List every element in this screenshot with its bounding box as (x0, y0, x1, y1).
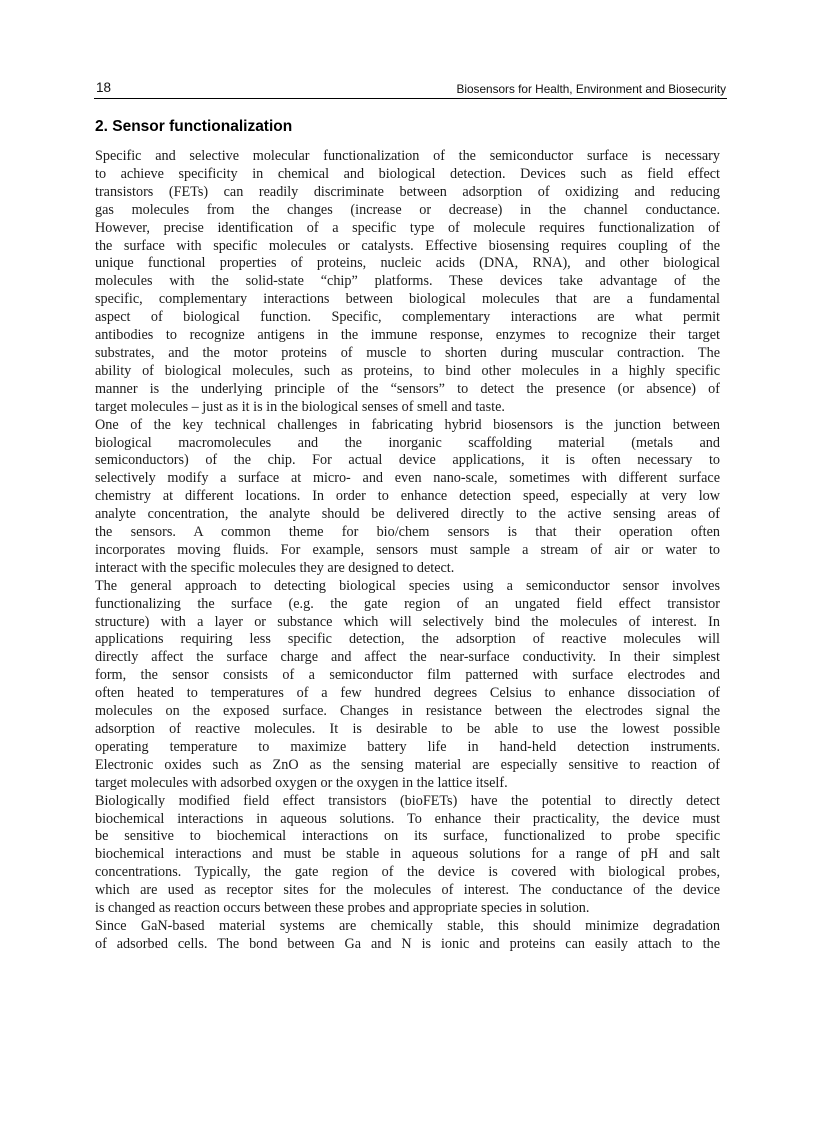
text-line: of adsorbed cells. The bond between Ga and N is ionic and proteins can easily attach to the (95, 935, 720, 952)
text-line: biochemical interactions in aqueous solutions. To enhance their practicality, the device must (95, 810, 720, 827)
paragraph (95, 918, 720, 954)
text-line: functionalizing the surface (e.g. the gate region of an ungated field effect transistor (95, 595, 720, 612)
text-line: specific, complementary interactions between biological molecules that are a fundamental (95, 291, 720, 308)
text-line: be sensitive to biochemical interactions on its surface, functionalized to probe specific (95, 828, 720, 845)
text-line: selectively modify a surface at micro- and even nano-scale, sometimes with different surface (95, 470, 720, 487)
text-line: operating temperature to maximize battery life in hand-held detection instruments. (95, 738, 720, 755)
text-line: Specific and selective molecular functionalization of the semiconductor surface is necessary (95, 148, 720, 164)
body-text (95, 148, 720, 954)
text-line: Biologically modified field effect transistors (bioFETs) have the potential to directly detect (95, 792, 720, 809)
text-line: form, the sensor consists of a semiconductor film patterned with surface electrodes and (95, 667, 720, 684)
paragraph (95, 578, 720, 793)
text-line: semiconductors) of the chip. For actual device applications, it is often necessary to (95, 452, 720, 469)
section-heading: 2. Sensor functionalization (95, 118, 293, 135)
text-line: ability of biological molecules, such as proteins, to bind other molecules in a highly specific (95, 362, 720, 379)
text-line: interact with the specific molecules they are designed to detect. (95, 559, 455, 576)
paragraph (95, 148, 720, 417)
text-line: manner is the underlying principle of the “sensors” to detect the presence (or absence) of (95, 380, 720, 397)
text-line: adsorption of reactive molecules. It is desirable to be able to use the lowest possible (95, 721, 720, 737)
text-line: aspect of biological function. Specific, complementary interactions are what permit (95, 309, 720, 326)
text-line: antibodies to recognize antigens in the immune response, enzymes to recognize their target (95, 327, 720, 344)
text-line: directly affect the surface charge and affect the near-surface conductivity. In their simplest (95, 649, 720, 666)
paragraph (95, 417, 720, 578)
text-line: substrates, and the motor proteins of muscle to shorten during muscular contraction. The (95, 344, 720, 361)
text-line: gas molecules from the changes (increase or decrease) in the channel conductance. (95, 201, 720, 218)
text-line: structure) with a layer or substance which will selectively bind the molecules of interest. In (95, 613, 720, 630)
text-line: often heated to temperatures of a few hundred degrees Celsius to enhance dissociation of (95, 685, 720, 702)
text-line: target molecules – just as it is in the biological senses of smell and taste. (95, 398, 505, 415)
text-line: molecules with the solid-state “chip” platforms. These devices take advantage of the (95, 273, 720, 290)
text-line: analyte concentration, the analyte should be delivered directly to the active sensing areas of (95, 506, 720, 523)
text-line: Electronic oxides such as ZnO as the sensing material are especially sensitive to reaction of (95, 756, 720, 773)
paragraph (95, 793, 720, 918)
text-line: biological macromolecules and the inorganic scaffolding material (metals and (95, 434, 720, 451)
text-line: chemistry at different locations. In order to enhance detection speed, especially at very low (95, 488, 720, 505)
text-line: However, precise identification of a specific type of molecule requires functionalization of (95, 219, 720, 236)
text-line: to achieve specificity in chemical and biological detection. Devices such as field effect (95, 165, 720, 182)
text-line: molecules on the exposed surface. Changes in resistance between the electrodes signal the (95, 703, 720, 720)
text-line: the sensors. A common theme for bio/chem sensors is that their operation often (95, 524, 720, 541)
text-line: is changed as reaction occurs between these probes and appropriate species in solution. (95, 900, 590, 917)
text-line: Since GaN-based material systems are chemically stable, this should minimize degradation (95, 917, 720, 934)
text-line: which are used as receptor sites for the molecules of interest. The conductance of the device (95, 882, 720, 899)
page-number: 18 (96, 80, 112, 95)
text-line: transistors (FETs) can readily discriminate between adsorption of oxidizing and reducing (95, 183, 720, 200)
text-line: unique functional properties of proteins, nucleic acids (DNA, RNA), and other biological (95, 255, 720, 272)
text-line: target molecules with adsorbed oxygen or the oxygen in the lattice itself. (95, 774, 508, 791)
page-header (94, 80, 727, 99)
text-line: The general approach to detecting biological species using a semiconductor sensor involves (95, 577, 720, 594)
text-line: the surface with specific molecules or catalysts. Effective biosensing requires coupling of the (95, 237, 720, 254)
text-line: concentrations. Typically, the gate region of the device is covered with biological probes, (95, 864, 720, 881)
text-line: applications requiring less specific detection, the adsorption of reactive molecules will (95, 631, 720, 648)
text-line: biochemical interactions and must be stable in aqueous solutions for a range of pH and salt (95, 846, 720, 863)
running-title: Biosensors for Health, Environment and Biosecurity (456, 82, 726, 96)
text-line: incorporates moving fluids. For example, sensors must sample a stream of air or water to (95, 541, 720, 558)
text-line: One of the key technical challenges in fabricating hybrid biosensors is the junction between (95, 416, 720, 433)
